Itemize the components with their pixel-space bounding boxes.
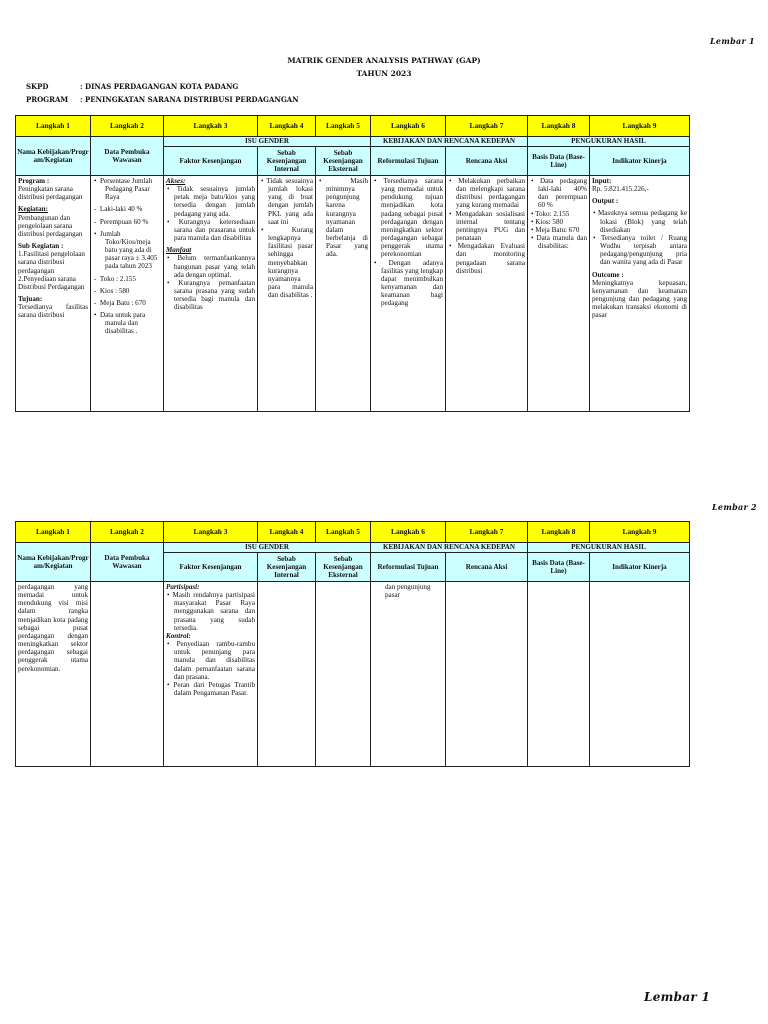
step-header: Langkah 9 xyxy=(590,116,690,137)
document-title: MATRIK GENDER ANALYSIS PATHWAY (GAP) xyxy=(287,56,481,65)
step-header: Langkah 4 xyxy=(258,522,316,543)
header-eksternal: Sebab Kesenjangan Eksternal xyxy=(316,147,371,176)
cell-data-pembuka xyxy=(91,582,164,767)
header-nama: Nama Kebijakan/Progr am/Kegiatan xyxy=(16,543,91,582)
list-item: - Perempuan 60 % xyxy=(94,217,149,226)
cell-nama-kebijakan: Program : Peningkatan sarana distribusi perdagangan Kegiatan: Pembangunan dan pengelolaan sarana distribusi perdagangan Sub Kegiatan : 1.Fasilitasi pengelolaan sarana distribusi perdagangan 2.Penyediaan sarana Distribusi Perdagangan Tujuan: Tersedianya fasilitas sarana distribusi xyxy=(16,176,91,412)
group-isu-gender: ISU GENDER xyxy=(164,137,371,147)
cell-nama-kebijakan: perdagangan yang memadai untuk mendukung visi misi dalam rangka menjadikan kota padang sebagai pusat perdagangan dengan meningkatkan sektor perdagangan sebagai penggerak utama perekonomian. xyxy=(16,582,91,767)
list-item: • Data untuk para manula dan disabilitas . xyxy=(94,311,146,336)
cell-reformulasi-tujuan: dan pengunjung pasar xyxy=(371,582,446,767)
cell-rencana-aksi xyxy=(446,582,528,767)
step-header: Langkah 7 xyxy=(446,116,528,137)
list-item: • Persentase Jumlah Pedagang Pasar Raya xyxy=(94,177,153,202)
header-internal: Sebab Kesenjangan Internal xyxy=(258,553,316,582)
header-basis: Basis Data (Base-Line) xyxy=(528,147,590,176)
step-header: Langkah 6 xyxy=(371,522,446,543)
header-data: Data Pembuka Wawasan xyxy=(91,543,164,582)
cell-basis-data: • Data pedagang laki-laki 40% dan perempuan 60 % • Toko: 2.155 • Kios: 580 • Meja Batu: 670 • Data manula dan disabilitas: xyxy=(528,176,590,412)
list-item: - Toko : 2.155 xyxy=(94,274,136,283)
step-header: Langkah 2 xyxy=(91,522,164,543)
group-pengukuran: PENGUKURAN HASIL xyxy=(528,137,690,147)
header-faktor: Faktor Kesenjangan xyxy=(164,553,258,582)
cell-sebab-internal: • Tidak sesuainya jumlah lokasi yang di buat dengan jumlah PKL yang ada saat ini • Kurang lengkapnya fasilitasi pasar sehingga menyebabkan kurangnya nyamannya para manula dan disabilitas . xyxy=(258,176,316,412)
steps-row xyxy=(16,116,690,137)
header-indikator: Indikator Kinerja xyxy=(590,147,690,176)
list-item: - Meja Batu : 670 xyxy=(94,298,146,307)
cell-faktor-kesenjangan: Partisipasi: • Masih rendahnya partisipasi masyarakat Pasar Raya menggunakan sarana dan prasana yang sudah tersedia. Kontrol: • Penyediaan rambu-rambu untuk penunjang para manula dan disabilitas dalam pemanfaatan sarana dan prasana. • Peran dari Petugas Trantib dalam Pengamanan Pasar. xyxy=(164,582,258,767)
sheet-label: Lembar 2 xyxy=(712,502,757,512)
document-year: TAHUN 2023 xyxy=(356,69,412,78)
list-item: • Jumlah Toko/Kios/meja batu yang ada di pasar raya ± 3.405 pada tahun 2023 xyxy=(94,229,158,271)
content-row xyxy=(16,176,690,412)
cell-reformulasi-tujuan: • Tersedianya sarana yang memadai untuk pendukung tujuan menjadikan kota padang sebagai pusat perdagangan dengan meningkatkan sektor perdagangan sebagai penggerak utama perekonomian • Dengan adanya fasilitas yang lengkap dapat menimbulkan kenyamanan dan keamanan bagi pedagang xyxy=(371,176,446,412)
step-header: Langkah 2 xyxy=(91,116,164,137)
step-header: Langkah 1 xyxy=(16,522,91,543)
cell-indikator-kinerja: Input: Rp. 5.821.415.226,- Output : • Masuknya semua pedagang ke lokasi (Blok) yang telah disediakan • Tersedianya toilet / Ruang Wudhu terpisah antara pedagang/pengunjung pria dan wanita yang ada di Pasar Outcome : Meningkatnya kepuasan, kenyamanan dan keamanan pengunjung dan pedagang yang melakukan transaksi ekonomi di pasar xyxy=(590,176,690,412)
gap-matrix-table-1 xyxy=(15,115,690,412)
header-eksternal: Sebab Kesenjangan Eksternal xyxy=(316,553,371,582)
step-header: Langkah 3 xyxy=(164,522,258,543)
step-header: Langkah 8 xyxy=(528,522,590,543)
step-header: Langkah 5 xyxy=(316,522,371,543)
meta-program: PROGRAM : PENINGKATAN SARANA DISTRIBUSI PERDAGANGAN xyxy=(26,95,299,104)
cell-sebab-internal xyxy=(258,582,316,767)
header-data: Data Pembuka Wawasan xyxy=(91,137,164,176)
cell-indikator-kinerja xyxy=(590,582,690,767)
group-kebijakan: KEBIJAKAN DAN RENCANA KEDEPAN xyxy=(371,543,528,553)
group-kebijakan: KEBIJAKAN DAN RENCANA KEDEPAN xyxy=(371,137,528,147)
gap-matrix-table-2 xyxy=(15,521,690,767)
step-header: Langkah 8 xyxy=(528,116,590,137)
list-item: - Laki-laki 40 % xyxy=(94,205,143,214)
header-reformulasi: Reformulasi Tujuan xyxy=(371,553,446,582)
header-nama: Nama Kebijakan/Progr am/Kegiatan xyxy=(16,137,91,176)
groups-row xyxy=(16,137,690,147)
cell-data-pembuka xyxy=(91,176,164,412)
list-item: - Kios : 580 xyxy=(94,286,130,295)
step-header: Langkah 3 xyxy=(164,116,258,137)
step-header: Langkah 4 xyxy=(258,116,316,137)
header-basis: Basis Data (Base-Line) xyxy=(528,553,590,582)
step-header: Langkah 5 xyxy=(316,116,371,137)
header-indikator: Indikator Kinerja xyxy=(590,553,690,582)
meta-skpd: SKPD : DINAS PERDAGANGAN KOTA PADANG xyxy=(26,82,239,91)
step-header: Langkah 7 xyxy=(446,522,528,543)
group-isu-gender: ISU GENDER xyxy=(164,543,371,553)
sheet-label: Lembar 1 xyxy=(710,36,755,46)
cell-basis-data xyxy=(528,582,590,767)
cell-rencana-aksi: • Melakukan perbaikan dan melengkapi sarana distribusi perdagangan yang kurang memadai • Mengadakan sosialisasi internal tentang pentingnya PUG dan penataan • Mengadakan Evaluasi dan monitoring pengadaan sarana distribusi xyxy=(446,176,528,412)
content-row xyxy=(16,582,690,767)
footer-sheet-label: Lembar 1 xyxy=(644,990,711,1004)
step-header: Langkah 6 xyxy=(371,116,446,137)
group-pengukuran: PENGUKURAN HASIL xyxy=(528,543,690,553)
step-header: Langkah 9 xyxy=(590,522,690,543)
steps-row xyxy=(16,522,690,543)
step-header: Langkah 1 xyxy=(16,116,91,137)
header-internal: Sebab Kesenjangan Internal xyxy=(258,147,316,176)
cell-faktor-kesenjangan: Akses: • Tidak sesuainya jumlah petak meja batu/kios yang tersedia dengan jumlah pedagang yang ada. • Kurangnya ketersediaan sarana dan prasarana untuk para manula dan disabilitas Manfaat • Belum termanfaatkannya bangunan pasar yang telah ada dengan optimal. • Kurangnya pemanfaatan sarana prasana yang sudah tersedia bagi manula dan disabilitas xyxy=(164,176,258,412)
groups-row xyxy=(16,543,690,553)
cell-sebab-eksternal xyxy=(316,582,371,767)
header-faktor: Faktor Kesenjangan xyxy=(164,147,258,176)
cell-sebab-eksternal: • Masih minimnya pengunjung karena kurangnya nyamanan dalam berbelanja di Pasar yang ada. xyxy=(316,176,371,412)
header-reformulasi: Reformulasi Tujuan xyxy=(371,147,446,176)
header-rencana: Rencana Aksi xyxy=(446,147,528,176)
header-rencana: Rencana Aksi xyxy=(446,553,528,582)
